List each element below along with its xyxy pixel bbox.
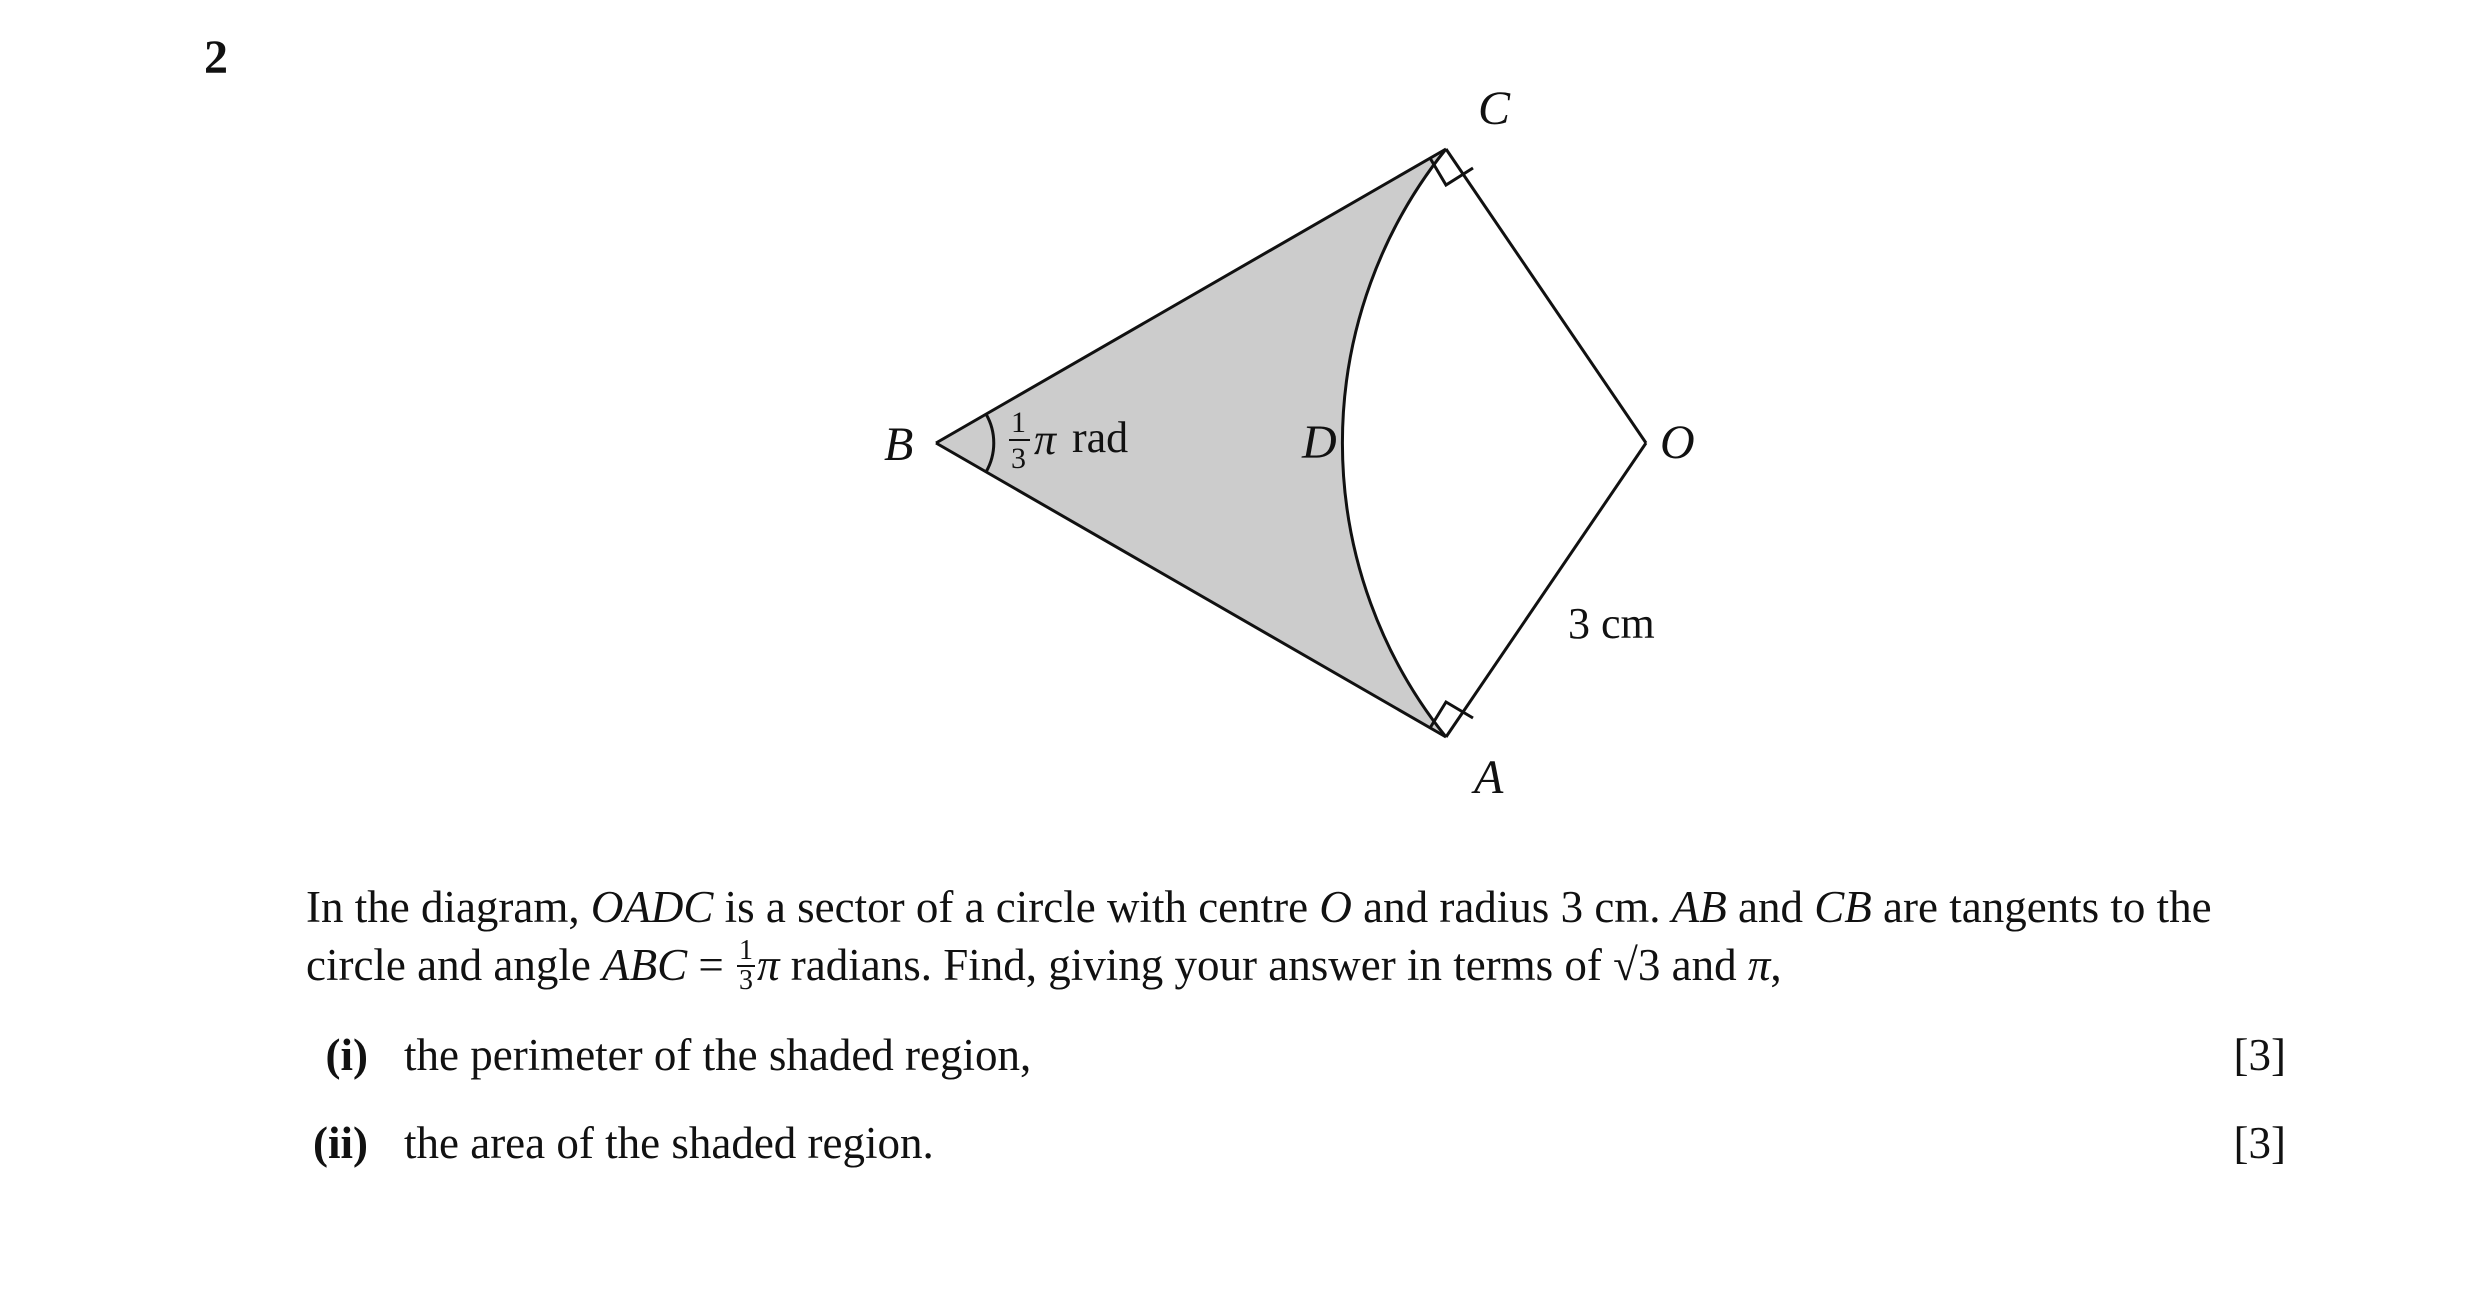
- label-d: D: [1302, 416, 1337, 469]
- stem-pi: π: [756, 940, 780, 990]
- label-a: A: [1474, 751, 1504, 804]
- label-b: B: [884, 418, 914, 471]
- stem-text-3: and radius 3 cm.: [1351, 882, 1672, 932]
- stem-text-4: and: [1726, 882, 1815, 932]
- radius-length-label: 3 cm: [1568, 599, 1655, 648]
- part-i-marks: [3]: [2233, 1030, 2286, 1080]
- part-ii-marks: [3]: [2233, 1118, 2286, 1168]
- stem-tangent-ab: AB: [1671, 882, 1727, 932]
- label-o: O: [1660, 416, 1695, 469]
- part-ii: [306, 1114, 2286, 1172]
- radius-oa: [1446, 443, 1646, 737]
- angle-unit: rad: [1072, 413, 1129, 462]
- stem-text-5: are tangents to the circle and angle: [306, 882, 2212, 990]
- part-i: [306, 1026, 2286, 1084]
- radius-oc: [1446, 149, 1646, 443]
- part-i-label: (i): [325, 1030, 368, 1080]
- stem-text-1: In the diagram,: [306, 882, 591, 932]
- label-c: C: [1478, 82, 1511, 135]
- question-number: 2: [204, 31, 228, 84]
- stem-fraction-denominator: 3: [738, 964, 753, 996]
- stem-equals: =: [687, 940, 735, 990]
- question-stem: [306, 878, 2286, 999]
- stem-tangent-cb: CB: [1814, 882, 1872, 932]
- stem-fraction-numerator: 1: [738, 934, 753, 966]
- part-ii-text: the area of the shaded region.: [404, 1118, 934, 1168]
- part-ii-label: (ii): [313, 1118, 368, 1168]
- angle-pi: π: [1034, 415, 1057, 464]
- stem-text-7: ,: [1770, 940, 1782, 990]
- stem-text-2: is a sector of a circle with centre: [713, 882, 1320, 932]
- angle-fraction-denominator: 3: [1011, 442, 1026, 475]
- stem-pi-2: π: [1747, 940, 1771, 990]
- part-i-text: the perimeter of the shaded region,: [404, 1030, 1032, 1080]
- stem-sector-name: OADC: [590, 882, 714, 932]
- stem-text-6: radians. Find, giving your answer in terms of √3 and: [779, 940, 1748, 990]
- angle-fraction-numerator: 1: [1011, 406, 1026, 439]
- stem-fraction: [737, 934, 755, 996]
- stem-centre-name: O: [1319, 882, 1352, 932]
- stem-angle-name: ABC: [602, 940, 688, 990]
